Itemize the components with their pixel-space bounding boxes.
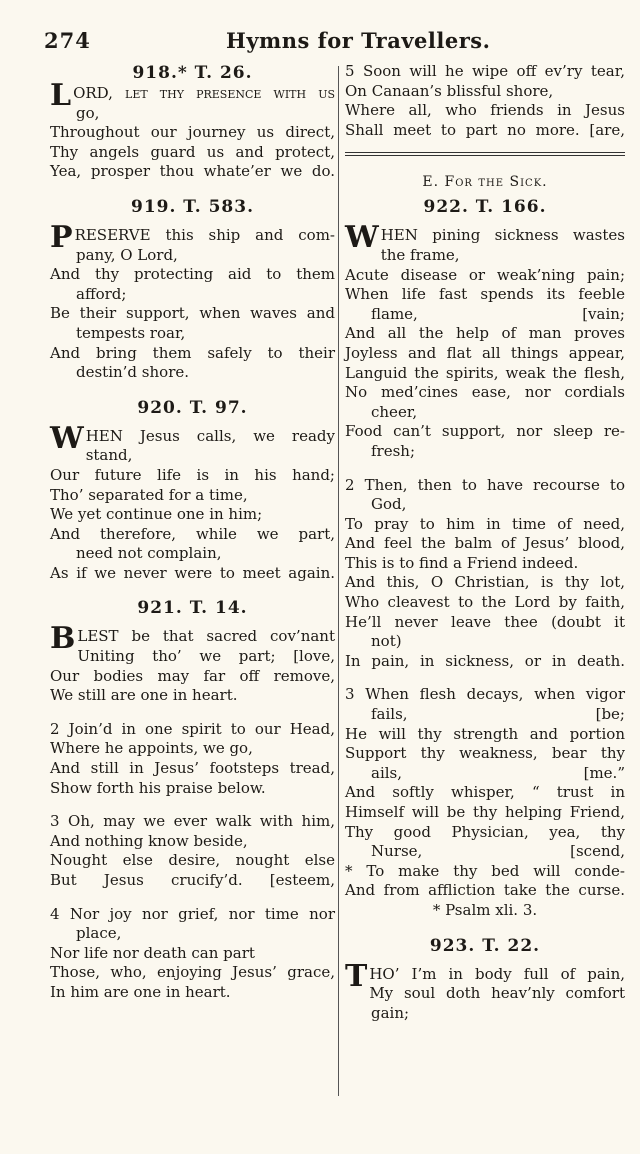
stanza <box>345 476 625 672</box>
hymn-line: Those, who, enjoying Jesus’ grace, <box>50 963 335 982</box>
hymn-first-line: HEN pining sickness wastes <box>380 226 625 245</box>
hymn-line: Our bodies may far off remove, <box>50 666 335 685</box>
hymn-line: Acute disease or weak’ning pain; <box>345 265 625 284</box>
hymn-line: Thy angels guard us and protect, <box>50 142 335 161</box>
hymn-line: gain; <box>371 1003 410 1022</box>
hymn-line: He will thy strength and portion <box>345 724 625 743</box>
hymn-line: Nought else desire, nought else <box>50 851 335 870</box>
hymn-line: * To make thy bed will conde- <box>345 861 625 880</box>
hymn-line: place, <box>76 924 122 943</box>
hymn-line: To pray to him in time of need, <box>345 514 625 533</box>
drop-capital: W <box>345 220 379 256</box>
hymn-heading: 922. T. 166. <box>423 197 547 218</box>
stanza <box>345 62 625 140</box>
drop-capital: P <box>50 219 73 255</box>
hymn-line: No med’cines ease, nor cordials <box>345 383 625 402</box>
running-title: Hymns for Travellers. <box>226 28 491 53</box>
hymn-line: afford; <box>76 284 127 303</box>
drop-capital: T <box>345 958 368 994</box>
hymn-line: Nurse, [scend, <box>371 842 625 861</box>
hymn-line: In him are one in heart. <box>50 982 231 1001</box>
hymn-line: As if we never were to meet again. <box>50 563 335 582</box>
hymn-line: Shall meet to part no more. [are, <box>345 120 625 139</box>
hymn-line: When life fast spends its feeble <box>345 285 625 304</box>
hymn-line: Languid the spirits, weak the flesh, <box>345 363 625 382</box>
hymn-heading: 918.* T. 26. <box>132 63 253 83</box>
stanza <box>50 812 335 890</box>
hymn-line: 5 Soon will he wipe off ev’ry tear, <box>345 62 625 80</box>
hymn-line: We yet continue one in him; <box>50 505 263 524</box>
hymn-line: Where he appoints, we go, <box>50 739 253 758</box>
hymn-line: Thy good Physician, yea, thy <box>345 822 625 841</box>
hymn-line: Food can’t support, nor sleep re- <box>345 422 625 441</box>
hymn-line: ails, [me.” <box>371 763 625 782</box>
hymn-line: 3 Oh, may we ever walk with him, <box>50 812 335 831</box>
hymn-line: He’ll never leave thee (doubt it <box>345 612 625 631</box>
hymn-first-line: LEST be that sacred cov’nant <box>77 627 335 646</box>
drop-capital: B <box>50 621 76 657</box>
column-divider <box>338 66 339 1096</box>
hymn-line: fresh; <box>371 441 416 460</box>
hymn-heading: 923. T. 22. <box>429 935 541 956</box>
hymn-line: And nothing know beside, <box>50 831 248 850</box>
hymn-line: We still are one in heart. <box>50 686 238 705</box>
hymn-line: destin’d shore. <box>76 363 190 382</box>
hymn-line: And softly whisper, “ trust in <box>345 783 625 802</box>
hymn-line: Yea, prosper thou whate’er we do. <box>50 162 335 181</box>
hymn-line: And feel the balm of Jesus’ blood, <box>345 534 625 553</box>
hymn-line: 3 When flesh decays, when vigor <box>345 685 625 704</box>
hymn-line: need not complain, <box>76 544 222 563</box>
hymn-920 <box>50 420 335 584</box>
hymn-line: And bring them safely to their <box>50 343 335 362</box>
hymn-first-line: HEN Jesus calls, we ready <box>85 426 335 445</box>
hymn-line: Be their support, when waves and <box>50 304 335 323</box>
drop-capital: W <box>50 420 84 456</box>
hymn-line: tempests roar, <box>76 323 186 342</box>
hymn-line: 2 Join’d in one spirit to our Head, <box>50 719 335 738</box>
hymn-line: Uniting tho’ we part; [love, <box>77 647 335 666</box>
section-title: E. For the Sick. <box>422 174 548 191</box>
hymn-line: Himself will be thy helping Friend, <box>345 803 625 821</box>
hymn-line: Tho’ separated for a time, <box>50 485 248 504</box>
hymn-line: pany, O Lord, <box>76 245 178 264</box>
hymn-heading: 921. T. 14. <box>137 598 248 619</box>
hymn-line: 4 Nor joy nor grief, nor time nor <box>50 904 335 923</box>
hymn-line: Who cleavest to the Lord by faith, <box>345 593 625 612</box>
left-column <box>50 62 335 1003</box>
stanza <box>345 685 625 920</box>
hymn-line: Support thy weakness, bear thy <box>345 744 625 763</box>
hymn-heading: 920. T. 97. <box>137 397 248 418</box>
hymn-line: go, <box>76 103 100 122</box>
hymn-line: cheer, <box>371 402 418 421</box>
hymn-line: Show forth his praise below. <box>50 778 266 797</box>
hymn-line: And this, O Christian, is thy lot, <box>345 573 625 592</box>
hymn-line: 2 Then, then to have recourse to <box>345 475 625 494</box>
hymn-line: And all the help of man proves <box>345 324 625 343</box>
hymn-line: God, <box>371 495 407 514</box>
stanza <box>50 720 335 798</box>
right-column <box>345 62 625 1023</box>
hymn-line: the frame, <box>380 245 460 264</box>
hymn-line: Joyless and flat all things appear, <box>345 343 625 362</box>
hymn-first-line: HO’ I’m in body full of pain, <box>369 964 625 983</box>
hymn-line: In pain, in sickness, or in death. <box>345 651 625 670</box>
hymn-line: stand, <box>85 446 133 465</box>
hymn-line: On Canaan’s blissful shore, <box>345 81 554 100</box>
section-rule <box>345 152 625 156</box>
hymn-line: And from affliction take the curse. <box>345 881 625 900</box>
hymn-line: And therefore, while we part, <box>50 524 335 543</box>
hymn-heading: 919. T. 583. <box>130 196 255 217</box>
hymn-line: Throughout our journey us direct, <box>50 123 335 142</box>
hymn-919 <box>50 219 335 383</box>
hymn-line: My soul doth heav’nly comfort <box>369 984 625 1003</box>
hymn-921 <box>50 621 335 705</box>
hymn-923 <box>345 958 625 1024</box>
hymn-line: But Jesus crucify’d. [esteem, <box>50 871 335 889</box>
hymn-line: And thy protecting aid to them <box>50 265 335 284</box>
hymn-line: flame, [vain; <box>371 304 625 323</box>
hymn-first-line: RESERVE this ship and com- <box>74 225 335 244</box>
stanza <box>50 905 335 1003</box>
hymn-922 <box>345 220 625 461</box>
page-number: 274 <box>44 28 91 53</box>
hymn-line: fails, [be; <box>371 705 625 724</box>
hymn-line: And still in Jesus’ footsteps tread, <box>50 759 335 778</box>
hymn-line: Our future life is in his hand; <box>50 465 335 484</box>
hymn-918 <box>50 78 335 182</box>
page-header <box>0 28 640 56</box>
hymn-line: Where all, who friends in Jesus <box>345 101 625 120</box>
hymn-line: This is to find a Friend indeed. <box>345 553 579 572</box>
hymn-line: not) <box>371 632 402 651</box>
hymn-line: Nor life nor death can part <box>50 943 255 962</box>
drop-capital: L <box>50 78 72 113</box>
hymn-first-line: ORD, let thy presence with us <box>73 84 335 102</box>
footnote: * Psalm xli. 3. <box>432 900 538 919</box>
